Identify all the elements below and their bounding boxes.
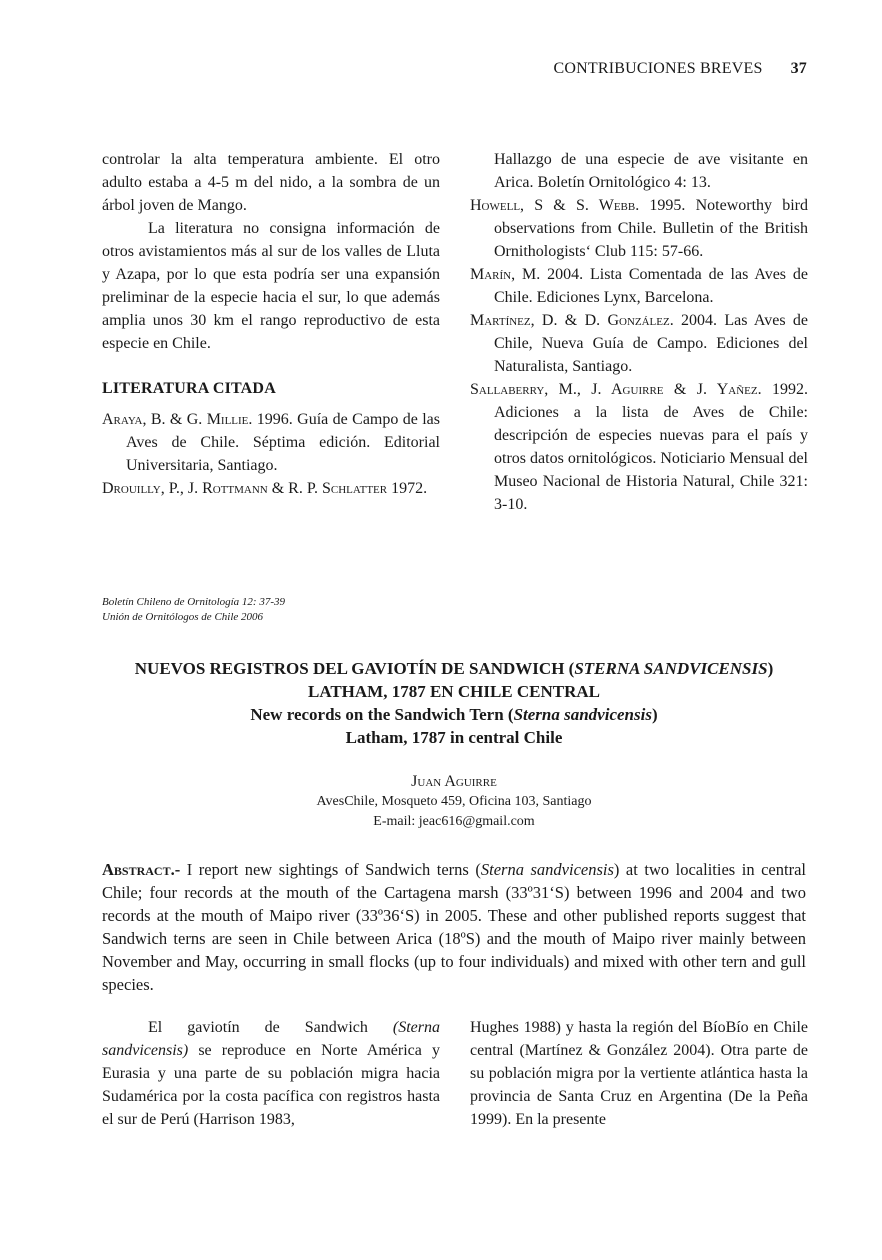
reference-marin xyxy=(470,263,808,309)
reference-araya xyxy=(102,408,440,477)
reference-sallaberry xyxy=(470,378,808,516)
running-head xyxy=(553,60,807,78)
title-text: New records on the Sandwich Tern ( xyxy=(250,705,514,724)
abstract-text: ) at two localities in central Chile; four records at the mouth of the Cartagena marsh (33º31‘S) between 1996 and 2004 and two records at the mouth of Maipo river (33º36‘S) in 2005. These and other published reports suggest that Sandwich terns are seen in Chile between Arica (18ºS) and the mouth of Maipo river mainly between November and May, occurring in small flocks (up to four individuals) and mixed with other tern and gull species. xyxy=(102,860,806,994)
literature-heading: LITERATURA CITADA xyxy=(102,380,276,397)
reference-text: 2004. Lista Comentada de las Aves de Chile. Ediciones Lynx, Barcelona. xyxy=(494,266,808,306)
reference-authors: Drouilly, P., J. Rottmann & R. P. Schlatter xyxy=(102,480,388,497)
reference-text: 1996. Guía de Campo de las Aves de Chile. Séptima edición. Editorial Universitaria, Santiago. xyxy=(126,411,441,474)
reference-drouilly xyxy=(102,477,440,500)
reference-text: 2004. Las Aves de Chile, Nueva Guía de Campo. Ediciones del Naturalista, Santiago. xyxy=(494,312,809,375)
abstract-text: I report new sightings of Sandwich terns ( xyxy=(180,860,481,879)
reference-authors: Martínez, D. & D. González. xyxy=(470,312,674,329)
journal-publisher: Unión de Ornitólogos de Chile 2006 xyxy=(102,611,264,623)
reference-text: 1995. Noteworthy bird observations from Chile. Bulletin of the British Ornithologists‘ Club 115: 57-66. xyxy=(494,197,808,260)
body-text: se reproduce en Norte América y Eurasia y una parte de su población migra hacia Sudamérica por la costa pacífica con registros hasta el sur de Perú (Harrison 1983, xyxy=(102,1042,440,1128)
title-text: NUEVOS REGISTROS DEL GAVIOTÍN DE SANDWICH ( xyxy=(134,659,575,678)
reference-authors: Marín, M. xyxy=(470,266,541,283)
author-affiliation: AvesChile, Mosqueto 459, Oficina 103, Santiago xyxy=(316,794,592,809)
right-column xyxy=(470,148,808,516)
page-number: 37 xyxy=(790,60,807,77)
running-head-section: CONTRIBUCIONES BREVES xyxy=(553,60,763,77)
left-column xyxy=(102,148,440,500)
paragraph-continued: controlar la alta temperatura ambiente. El otro adulto estaba a 4-5 m del nido, a la sombra de un árbol joven de Mango. xyxy=(102,151,440,214)
title-text: ) xyxy=(651,705,658,724)
body-right-column xyxy=(470,1016,808,1131)
reference-howell xyxy=(470,194,808,263)
reference-text: 1972. xyxy=(391,480,428,497)
journal-info xyxy=(102,595,285,625)
paragraph xyxy=(102,1016,440,1131)
author-block xyxy=(102,772,806,832)
reference-authors: Araya, B. & G. Millie. xyxy=(102,411,253,428)
author-name: Juan Aguirre xyxy=(411,773,497,790)
abstract xyxy=(102,858,806,996)
reference-authors: Sallaberry, M., J. Aguirre & J. Yañez. xyxy=(470,381,762,398)
reference-text: 1992. Adiciones a la lista de Aves de Chile: descripción de especies nuevas para el país y otros datos ornitológicos. Noticiario Mensual del Museo Nacional de Historia Natural, Chile 321: 3-10. xyxy=(494,381,809,513)
body-left-column xyxy=(102,1016,440,1131)
title-english xyxy=(102,703,806,726)
title-species: Sterna sandvicensis xyxy=(513,705,652,724)
reference-authors: Howell, S & S. Webb. xyxy=(470,197,640,214)
title-spanish xyxy=(102,657,806,703)
reference-drouilly-continued: Hallazgo de una especie de ave visitante en Arica. Boletín Ornitológico 4: 13. xyxy=(494,151,808,191)
title-species: STERNA SANDVICENSIS xyxy=(574,659,768,678)
abstract-species: Sterna sandvicensis xyxy=(480,860,614,879)
title-english-line2: Latham, 1787 in central Chile xyxy=(345,728,563,747)
author-email: E-mail: jeac616@gmail.com xyxy=(373,814,535,829)
journal-citation: Boletín Chileno de Ornitología 12: 37-39 xyxy=(102,596,286,608)
article-title xyxy=(102,657,806,749)
paragraph: Hughes 1988) y hasta la región del BíoBío en Chile central (Martínez & González 2004). Otra parte de su población migra por la vertiente atlántica hasta la provincia de Santa Cruz en Argentina (De la Peña 1999). En la presente xyxy=(470,1019,808,1128)
abstract-label: Abstract.- xyxy=(102,860,181,879)
reference-martinez xyxy=(470,309,808,378)
title-text: ) LATHAM, 1787 EN CHILE CENTRAL xyxy=(307,659,774,701)
paragraph: La literatura no consigna información de otros avistamientos más al sur de los valles de Lluta y Azapa, por lo que esta podría ser una expansión preliminar de la especie hacia el sur, lo que además amplia unos 30 km el rango reproductivo de esta especie en Chile. xyxy=(102,220,440,352)
body-species: (Sterna sandvicensis) xyxy=(102,1019,440,1059)
body-text: El gaviotín de Sandwich xyxy=(148,1019,393,1036)
